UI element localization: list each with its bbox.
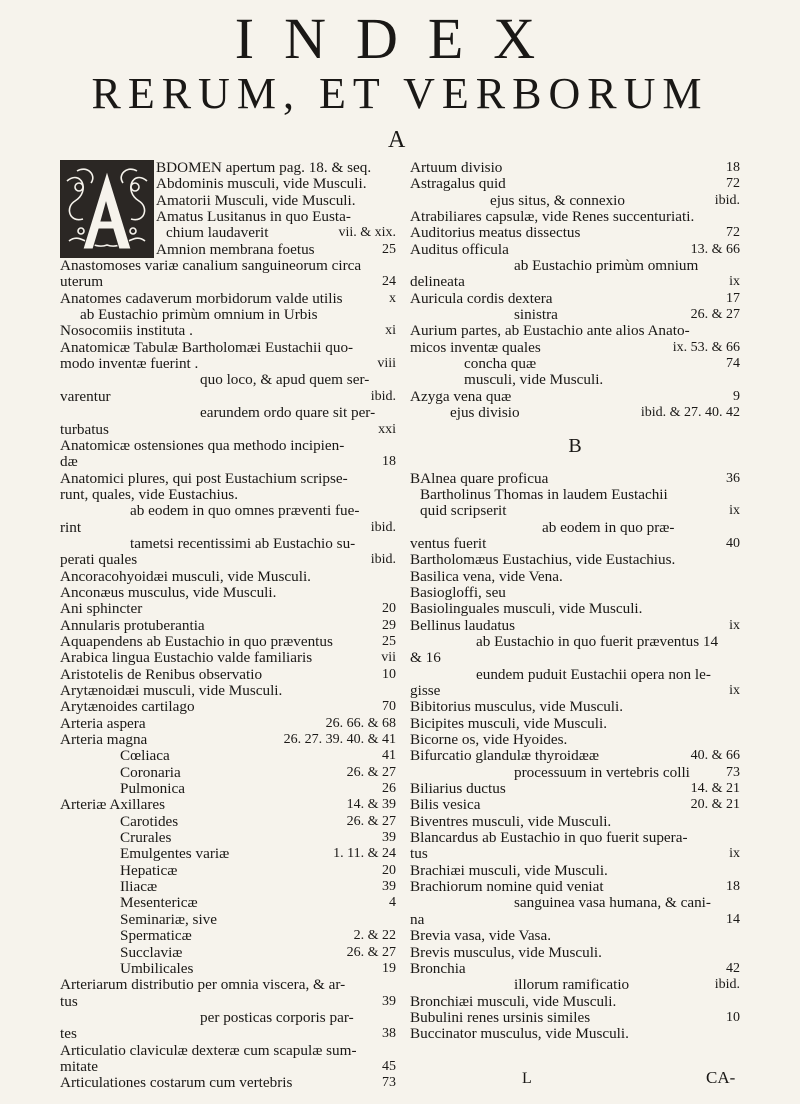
index-entry [60, 209, 396, 225]
index-entry [410, 323, 740, 339]
entry-page-ref: 74 [726, 356, 740, 372]
index-entry [60, 193, 396, 209]
index-entry [60, 912, 396, 928]
index-entry [60, 242, 396, 258]
entry-page-ref: ibid. [714, 192, 740, 208]
index-entry [410, 536, 740, 552]
entry-page-ref: xxi [378, 421, 396, 437]
entry-text: BAlnea quare proficua [410, 469, 549, 487]
entry-page-ref: 20. & 21 [690, 797, 740, 813]
index-entry [410, 372, 740, 388]
index-entry [410, 961, 740, 977]
entry-text: Basiolinguales musculi, vide Musculi. [410, 600, 643, 618]
entry-text: Aurium partes, ab Eustachio ante alios Anato- [410, 322, 690, 340]
entry-page-ref: vii [381, 650, 396, 666]
entry-page-ref: 39 [382, 830, 396, 846]
index-entry [410, 471, 740, 487]
entry-text: Amatus Lusitanus in quo Eusta- [156, 208, 351, 226]
entry-text: Articulatio claviculæ dexteræ cum scapulæ sum- [60, 1041, 357, 1059]
index-entry [410, 405, 740, 421]
index-entry [60, 356, 396, 372]
entry-text: Bicorne os, vide Hyoides. [410, 731, 568, 749]
entry-page-ref: 1. 11. & 24 [333, 846, 396, 862]
entry-page-ref: ix [729, 846, 740, 862]
entry-text: earundem ordo quare sit per- [200, 404, 376, 422]
index-entry [60, 1075, 396, 1091]
entry-page-ref: 18 [726, 160, 740, 175]
entry-text: Buccinator musculus, vide Musculi. [410, 1025, 629, 1043]
index-entry [410, 650, 740, 666]
entry-text: Abdominis musculi, vide Musculi. [156, 175, 367, 193]
entry-page-ref: 10 [382, 666, 396, 682]
entry-text: ab Eustachio primùm omnium [514, 257, 699, 275]
entry-text: turbatus [60, 420, 109, 438]
entry-text: Crurales [120, 829, 172, 847]
index-entry [410, 520, 740, 536]
entry-text: ab eodem in quo præ- [542, 518, 675, 536]
index-column-left [60, 160, 396, 1092]
entry-text: Azyga vena quæ [410, 387, 512, 405]
entry-text: ventus fuerit [410, 534, 487, 552]
index-entry [60, 699, 396, 715]
entry-text: Artuum divisio [410, 159, 503, 176]
entry-text: Cœliaca [120, 747, 170, 765]
entry-page-ref: ibid. [714, 977, 740, 993]
entry-text: Brachiæi musculi, vide Musculi. [410, 861, 608, 879]
index-entry [60, 814, 396, 830]
entry-text: Arabica lingua Eustachio valde familiaris [60, 649, 313, 667]
entry-text: Carotides [120, 812, 179, 830]
catchword: CA- [706, 1068, 736, 1087]
index-entry [410, 487, 740, 503]
index-entry [410, 765, 740, 781]
index-entry [60, 977, 396, 993]
index-entry [60, 569, 396, 585]
entry-text: Auditorius meatus dissectus [410, 224, 581, 242]
index-entry [60, 961, 396, 977]
index-entry [60, 716, 396, 732]
entry-text: ejus situs, & connexio [490, 191, 625, 209]
entry-page-ref: 10 [726, 1009, 740, 1025]
index-entry [410, 830, 740, 846]
entry-text: Basilica vena, vide Vena. [410, 567, 563, 585]
entry-page-ref: ibid. [370, 388, 396, 404]
index-entry [60, 748, 396, 764]
entry-text: sinistra [514, 306, 558, 324]
index-entry [60, 634, 396, 650]
entry-page-ref: 36 [726, 470, 740, 486]
index-entry [60, 683, 396, 699]
entry-page-ref: ix [729, 683, 740, 698]
entry-page-ref: 45 [382, 1058, 396, 1074]
index-entry [60, 1026, 396, 1042]
entry-text: quid scripserit [420, 502, 507, 520]
entry-text: tus [410, 845, 428, 863]
entry-text: ab eodem in quo omnes præventi fue- [130, 502, 360, 520]
entry-text: ejus divisio [450, 404, 520, 422]
entry-page-ref: x [389, 290, 396, 306]
entry-text: Succlaviæ [120, 943, 183, 961]
entry-page-ref: vii. & xix. [338, 225, 396, 241]
entry-page-ref: 4 [389, 895, 396, 911]
index-entry [410, 209, 740, 225]
index-entry [60, 160, 396, 176]
entry-page-ref: 14. & 39 [346, 797, 396, 813]
section-heading-a: A [388, 127, 406, 153]
entry-page-ref: 18 [382, 454, 396, 470]
entry-page-ref: 14 [726, 911, 740, 927]
index-entry [60, 797, 396, 813]
entry-text: Arytænoides cartilago [60, 698, 195, 716]
entry-page-ref: 40 [726, 535, 740, 551]
entry-page-ref: 17 [726, 290, 740, 306]
entry-text: Anatomicæ ostensiones qua methodo incipien- [60, 436, 345, 454]
index-entry [60, 879, 396, 895]
entry-text: processuum in vertebris colli [514, 763, 690, 781]
entry-text: ab Eustachio primùm omnium in Urbis [80, 306, 318, 324]
entry-text: Iliacæ [120, 878, 158, 896]
index-entry [60, 274, 396, 290]
entry-text: Auricula cordis dextera [410, 289, 553, 307]
index-entry [410, 912, 740, 928]
entry-text: Basiogloffi, seu [410, 583, 506, 601]
entry-page-ref: 26. & 27 [346, 813, 396, 829]
index-entry [60, 846, 396, 862]
entry-page-ref: 26. & 27 [346, 944, 396, 960]
index-entry [410, 274, 740, 290]
index-entry [60, 225, 396, 241]
entry-text: Arytænoidæi musculi, vide Musculi. [60, 682, 283, 699]
entry-page-ref: 29 [382, 617, 396, 633]
index-entry [60, 176, 396, 192]
entry-text: Anatomicæ Tabulæ Bartholomæi Eustachii quo- [60, 338, 354, 356]
index-entry [410, 552, 740, 568]
index-entry [60, 732, 396, 748]
index-entry [60, 438, 396, 454]
entry-text: Mesentericæ [120, 894, 198, 912]
entry-text: dæ [60, 453, 78, 471]
index-entry [410, 1010, 740, 1026]
signature-mark: L [522, 1070, 532, 1087]
entry-text: uterum [60, 273, 104, 291]
entry-text: concha quæ [464, 355, 537, 373]
entry-text: Ani sphincter [60, 600, 143, 618]
entry-text: Seminariæ, sive [120, 910, 218, 928]
entry-text: tus [60, 992, 78, 1010]
index-entry [60, 454, 396, 470]
entry-page-ref: xi [385, 323, 396, 339]
entry-text: Bicipites musculi, vide Musculi. [410, 714, 607, 732]
index-entry [60, 928, 396, 944]
entry-text: ab Eustachio in quo fuerit præventus 14 [476, 632, 719, 650]
index-entry [410, 569, 740, 585]
entry-page-ref: 9 [733, 388, 740, 404]
entry-text: sanguinea vasa humana, & cani- [514, 894, 711, 912]
entry-text: Nosocomiis instituta . [60, 322, 193, 340]
index-entry [60, 340, 396, 356]
entry-page-ref: 41 [382, 748, 396, 764]
index-entry [410, 307, 740, 323]
index-entry [60, 1059, 396, 1075]
entry-text: Articulationes costarum cum vertebris [60, 1074, 293, 1092]
entry-page-ref: ibid. & 27. 40. 42 [640, 405, 740, 421]
index-entry [410, 258, 740, 274]
index-entry [60, 487, 396, 503]
entry-text: Brevia vasa, vide Vasa. [410, 927, 552, 945]
index-entry [60, 601, 396, 617]
index-entry [410, 667, 740, 683]
index-entry [60, 291, 396, 307]
entry-text: Arteria magna [60, 731, 148, 749]
index-column-right [410, 160, 740, 1043]
index-entry [410, 699, 740, 715]
entry-text: Bubulini renes ursinis similes [410, 1008, 591, 1026]
entry-text: quo loco, & apud quem ser- [200, 371, 370, 389]
index-entry [410, 863, 740, 879]
index-entry [60, 520, 396, 536]
index-entry [410, 683, 740, 699]
entry-text: Bellinus laudatus [410, 616, 516, 634]
entry-text: varentur [60, 387, 111, 405]
index-entry [410, 242, 740, 258]
index-entry [60, 895, 396, 911]
index-entry [60, 307, 396, 323]
index-entry [60, 1010, 396, 1026]
entry-text: Auditus officula [410, 240, 509, 258]
entry-text: modo inventæ fuerint . [60, 355, 199, 373]
index-entry [410, 193, 740, 209]
index-entry [410, 389, 740, 405]
entry-page-ref: 72 [726, 176, 740, 192]
section-b [410, 471, 740, 1043]
entry-page-ref: 38 [382, 1026, 396, 1042]
index-entry [410, 356, 740, 372]
index-entry [410, 846, 740, 862]
entry-text: perati quales [60, 551, 138, 569]
entry-page-ref: ix [729, 274, 740, 290]
section-heading-b: B [568, 434, 582, 457]
index-entry [60, 781, 396, 797]
index-entry [410, 618, 740, 634]
entry-page-ref: ix [729, 503, 740, 519]
index-entry [410, 994, 740, 1010]
entry-page-ref: 19 [382, 960, 396, 976]
index-entry [410, 634, 740, 650]
index-entry [60, 372, 396, 388]
entry-page-ref: ibid. [370, 552, 396, 568]
index-entry [410, 781, 740, 797]
index-entry [410, 732, 740, 748]
entry-text: musculi, vide Musculi. [464, 371, 604, 389]
entry-text: Ancoracohyoidæi musculi, vide Musculi. [60, 567, 311, 585]
entry-text: Pulmonica [120, 780, 185, 798]
entry-page-ref: 26. & 27 [690, 307, 740, 323]
index-entry [60, 765, 396, 781]
index-entry [410, 748, 740, 764]
index-entry [60, 830, 396, 846]
entry-text: Anconæus musculus, vide Musculi. [60, 583, 277, 601]
entry-page-ref: ibid. [370, 519, 396, 535]
entry-page-ref: 25 [382, 633, 396, 649]
index-entry [410, 945, 740, 961]
entry-text: Blancardus ab Eustachio in quo fuerit supera- [410, 829, 688, 847]
entry-text: Hepaticæ [120, 861, 178, 879]
entry-page-ref: 24 [382, 274, 396, 290]
index-entry [410, 176, 740, 192]
entry-page-ref: ix [729, 617, 740, 633]
entry-page-ref: 73 [382, 1075, 396, 1091]
entry-text: Biventres musculi, vide Musculi. [410, 812, 612, 830]
index-entry [60, 945, 396, 961]
entry-page-ref: 72 [726, 225, 740, 241]
entry-page-ref: 26. 27. 39. 40. & 41 [283, 732, 396, 748]
entry-text: eundem puduit Eustachii opera non le- [476, 665, 711, 683]
index-entry [410, 340, 740, 356]
entry-page-ref: 26. 66. & 68 [325, 715, 396, 731]
index-entry [60, 422, 396, 438]
entry-page-ref: 73 [726, 764, 740, 780]
index-entry [60, 667, 396, 683]
index-entry [410, 601, 740, 617]
entry-text: Arteriarum distributio per omnia viscera, & ar- [60, 976, 346, 994]
index-entry [410, 225, 740, 241]
entry-text: Brevis musculus, vide Musculi. [410, 943, 602, 961]
entry-text: chium laudaverit [166, 224, 269, 242]
entry-page-ref: 26. & 27 [346, 764, 396, 780]
entry-text: Spermaticæ [120, 927, 192, 945]
entry-page-ref: 20 [382, 601, 396, 617]
entry-page-ref: 40. & 66 [690, 748, 740, 764]
entry-text: & 16 [410, 649, 441, 667]
entry-page-ref: 70 [382, 699, 396, 715]
entry-page-ref: 26 [382, 781, 396, 797]
entry-text: Bartholinus Thomas in laudem Eustachii [420, 485, 668, 503]
index-entry [60, 323, 396, 339]
index-entry [410, 797, 740, 813]
index-entry [410, 879, 740, 895]
entry-text: Brachiorum nomine quid veniat [410, 878, 604, 896]
entry-text: na [410, 910, 425, 928]
index-entry [410, 716, 740, 732]
page-title: INDEX [234, 6, 566, 71]
index-entry [60, 405, 396, 421]
entry-page-ref: viii [377, 356, 396, 372]
index-entry [60, 863, 396, 879]
index-entry [60, 389, 396, 405]
entry-text: Amnion membrana foetus [156, 240, 315, 258]
entry-text: per posticas corporis par- [200, 1008, 354, 1026]
entry-text: Bifurcatio glandulæ thyroidææ [410, 747, 599, 765]
index-entry [60, 552, 396, 568]
index-entry [410, 585, 740, 601]
entry-text: gisse [410, 682, 441, 699]
index-entry [60, 650, 396, 666]
index-entry [60, 994, 396, 1010]
entry-text: rint [60, 518, 82, 536]
entry-page-ref: 25 [382, 241, 396, 257]
entry-text: Coronaria [120, 763, 181, 781]
index-entry [410, 977, 740, 993]
entry-page-ref: 20 [382, 862, 396, 878]
entry-text: Anastomoses variæ canalium sanguineorum circa [60, 257, 362, 275]
entry-page-ref: ix. 53. & 66 [672, 339, 740, 355]
entry-text: Anatomici plures, qui post Eustachium scripse- [60, 469, 348, 487]
entry-text: mitate [60, 1057, 98, 1075]
entry-text: Aristotelis de Renibus observatio [60, 665, 263, 683]
entry-text: Umbilicales [120, 959, 194, 977]
entry-text: Bibitorius musculus, vide Musculi. [410, 698, 624, 716]
entry-text: Annularis protuberantia [60, 616, 205, 634]
entry-text: Emulgentes variæ [120, 845, 230, 863]
index-entry [60, 1043, 396, 1059]
entry-text: tametsi recentissimi ab Eustachio su- [130, 534, 356, 552]
index-entry [60, 536, 396, 552]
index-entry [60, 503, 396, 519]
entry-text: Arteria aspera [60, 714, 146, 732]
entry-text: Atrabiliares capsulæ, vide Renes succenturiati. [410, 208, 695, 226]
entry-text: delineata [410, 273, 465, 291]
entry-text: Aquapendens ab Eustachio in quo præventus [60, 632, 333, 650]
entry-text: Amatorii Musculi, vide Musculi. [156, 191, 356, 209]
index-entry [60, 471, 396, 487]
entry-text: Astragalus quid [410, 175, 506, 193]
entry-text: Bronchia [410, 959, 466, 977]
entry-page-ref: 2. & 22 [353, 928, 396, 944]
entry-text: Anatomes cadaverum morbidorum valde utilis [60, 289, 343, 307]
entry-page-ref: 18 [726, 879, 740, 895]
index-entry [410, 503, 740, 519]
entry-text: Bronchiæi musculi, vide Musculi. [410, 992, 617, 1010]
entry-page-ref: 39 [382, 879, 396, 895]
entry-text: Arteriæ Axillares [60, 796, 166, 814]
index-entry [410, 814, 740, 830]
index-entry [60, 258, 396, 274]
index-entry [60, 618, 396, 634]
entry-page-ref: 42 [726, 960, 740, 976]
entry-text: illorum ramificatio [514, 976, 630, 994]
page-subtitle: RERUM, ET VERBORUM [91, 69, 709, 118]
entry-text: runt, quales, vide Eustachius. [60, 485, 238, 503]
index-entry [60, 585, 396, 601]
index-entry [410, 160, 740, 176]
section-a-continued [410, 160, 740, 422]
entry-page-ref: 13. & 66 [690, 241, 740, 257]
entry-text: tes [60, 1025, 77, 1043]
index-entry [410, 928, 740, 944]
entry-text: micos inventæ quales [410, 338, 541, 356]
entry-text: BDOMEN apertum pag. 18. & seq. [156, 159, 372, 176]
entry-text: Bartholomæus Eustachius, vide Eustachius. [410, 551, 676, 569]
entry-text: Bilis vesica [410, 796, 481, 814]
index-entry [410, 1026, 740, 1042]
entry-page-ref: 39 [382, 993, 396, 1009]
index-entry [410, 291, 740, 307]
entry-page-ref: 14. & 21 [690, 781, 740, 797]
entry-text: Biliarius ductus [410, 780, 506, 798]
index-entry [410, 895, 740, 911]
